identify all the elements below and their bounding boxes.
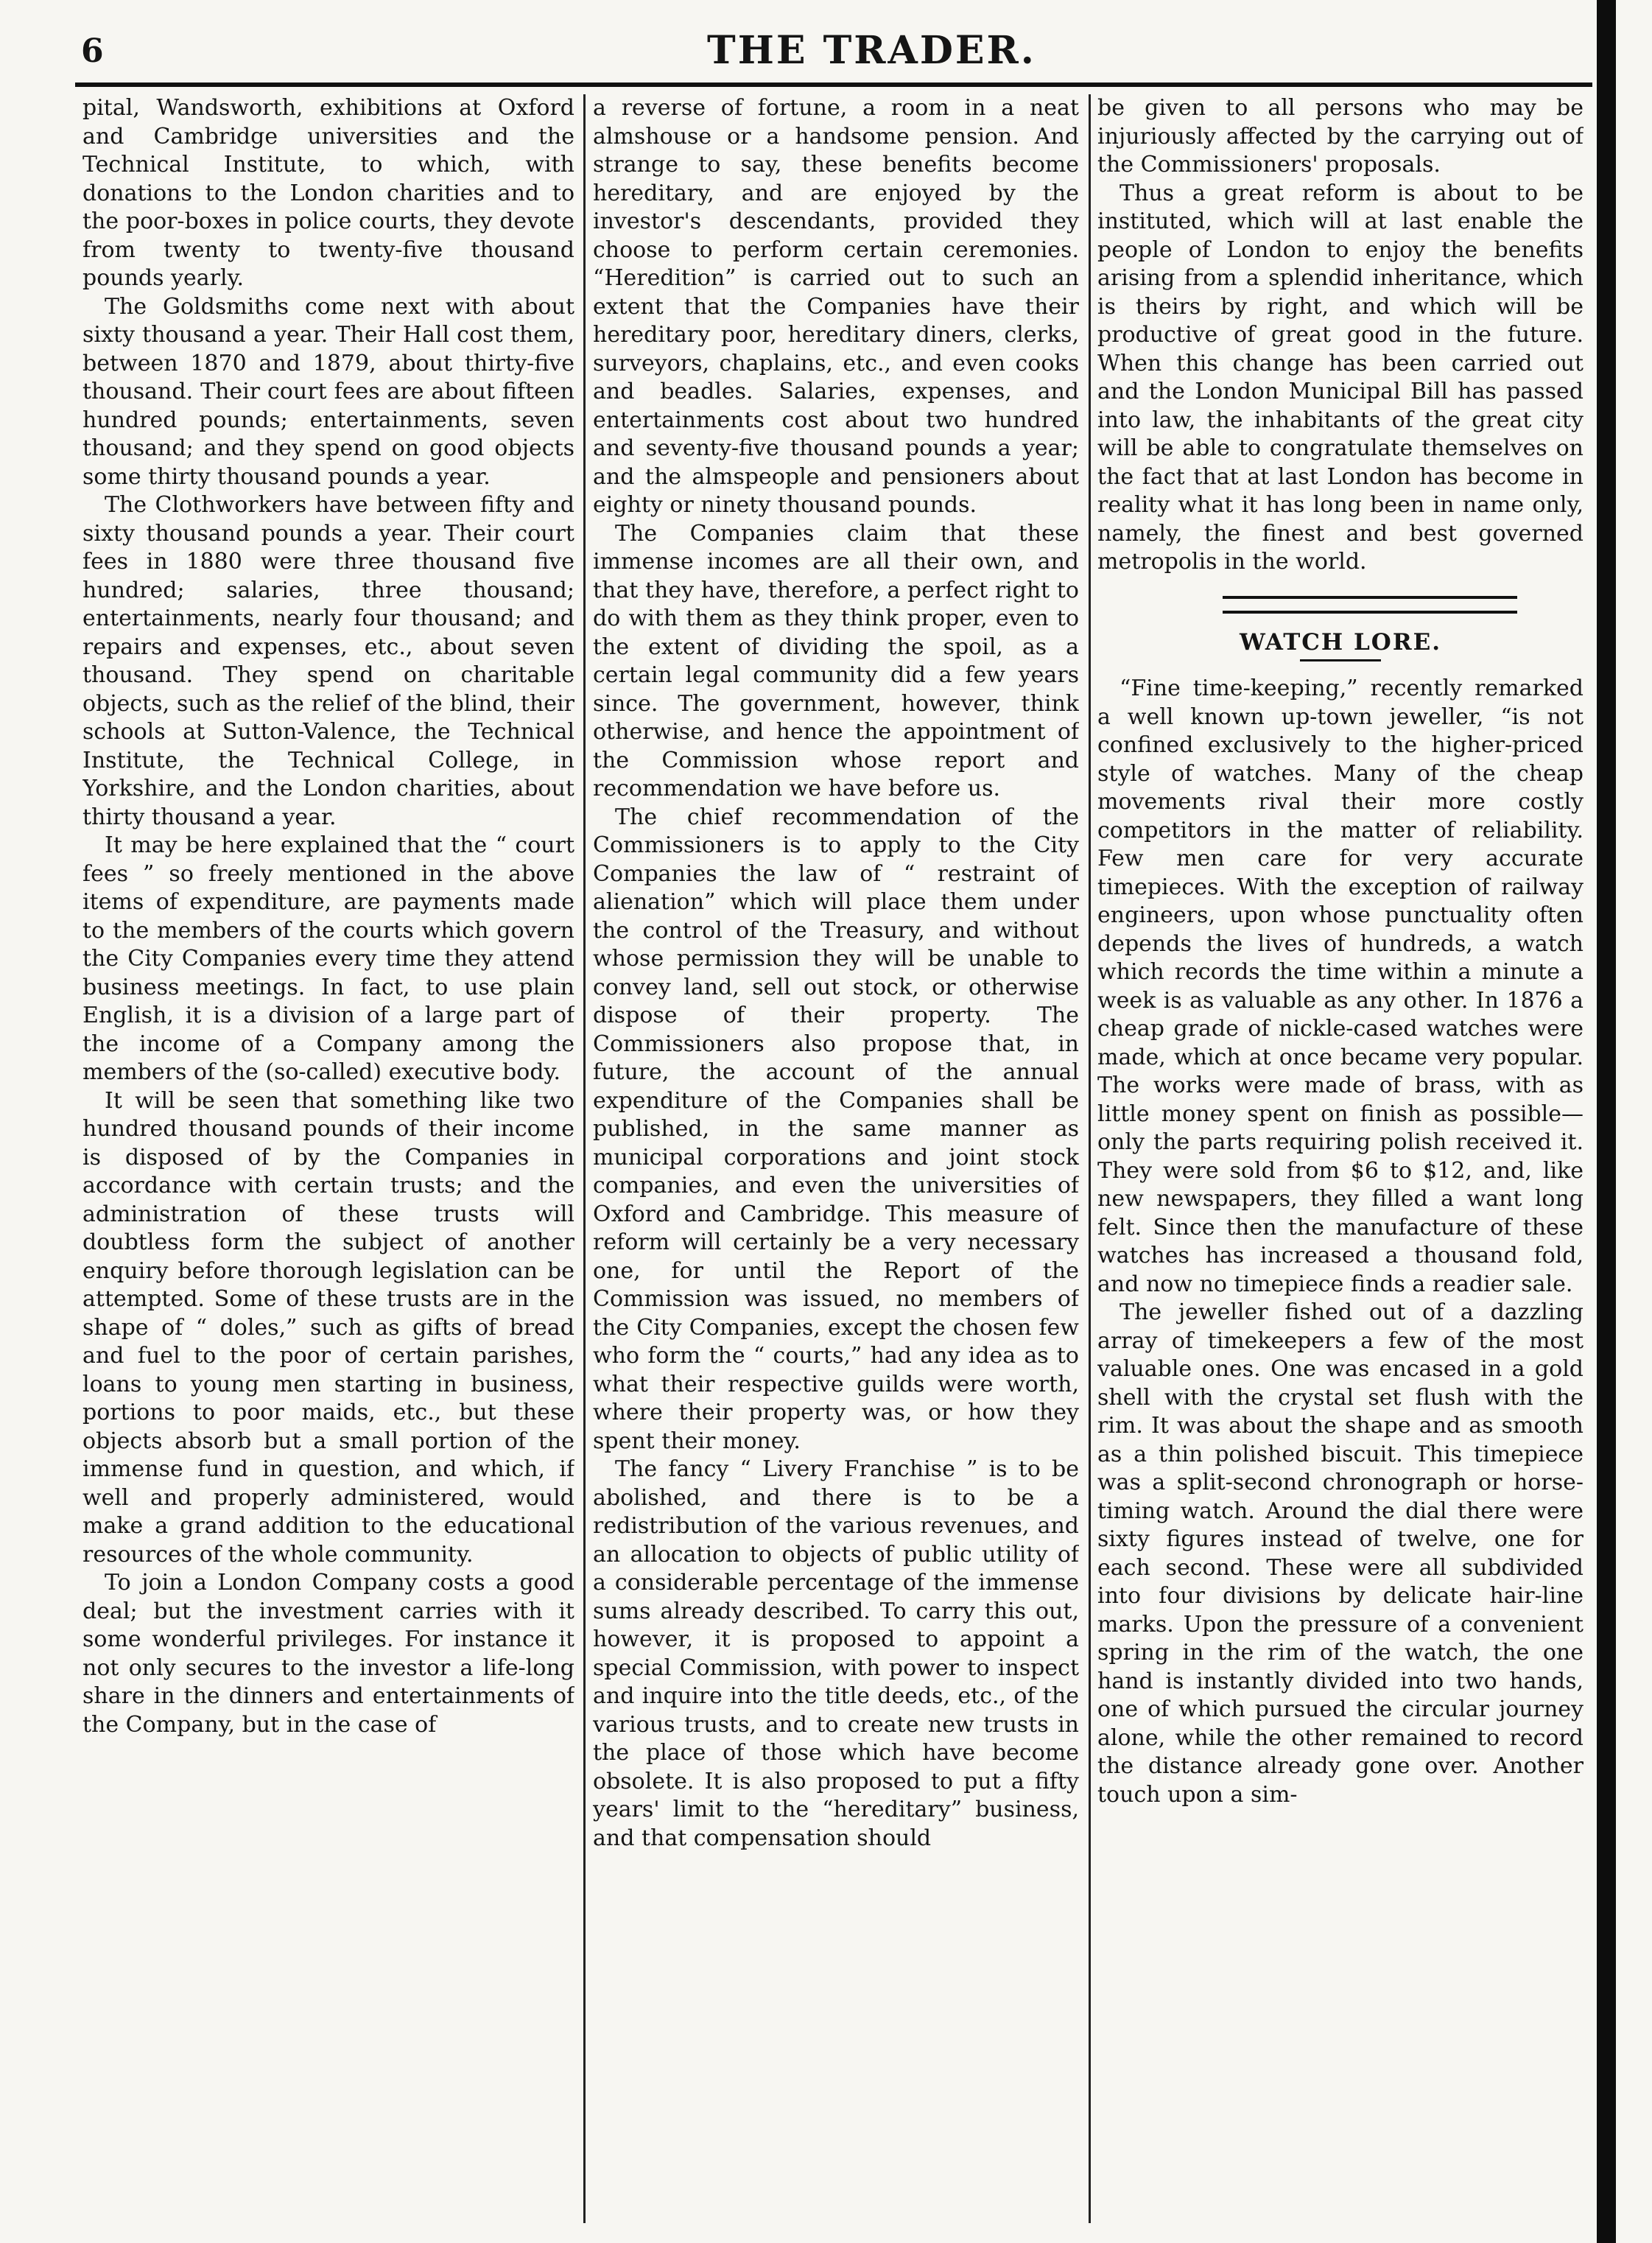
- paragraph: The Clothworkers have between fifty and sixty thousand pounds a year. Their court fees in 1880 were three thousand five hundred; salaries, three thousand; entertainments, nearly four thousand; and repairs and expenses, etc., about seven thousand. They spend on charitable objects, such as the relief of the blind, their schools at Sutton-Valence, the Technical Institute, the Technical College, in Yorkshire, and the London charities, about thirty thousand a year.: [82, 492, 574, 830]
- newspaper-title: THE TRADER.: [707, 28, 1036, 73]
- paragraph: Thus a great reform is about to be instituted, which will at last enable the people of London to enjoy the benefits arising from a splendid inheritance, which is theirs by right, and which will be productive of great good in the future. When this change has been carried out and the London Municipal Bill has passed into law, the inhabitants of the great city will be able to congratulate themselves on the fact that at last London has become in reality what it has long been in name only, namely, the finest and best governed metropolis in the world.: [1097, 180, 1584, 575]
- paragraph: It may be here explained that the “ court fees ” so freely mentioned in the above items of expenditure, are payments made to the members of the courts which govern the City Companies every time they attend business meetings. In fact, to use plain English, it is a division of a large part of the income of a Company among the members of the (so-called) executive body.: [82, 832, 574, 1085]
- paragraph: The chief recommendation of the Commissioners is to apply to the City Companies the law of “ restraint of alienation” which will place them under the control of the Treasury, and without whose permission they will be unable to convey land, sell out stock, or otherwise dispose of their property. The Commissioners also propose that, in future, the account of the annual expenditure of the Companies shall be published, in the same manner as municipal corporations and joint stock companies, and even the universities of Oxford and Cambridge. This measure of reform will certainly be a very necessary one, for until the Report of the Commission was issued, no members of the City Companies, except the chosen few who form the “ courts,” had any idea as to what their respective guilds were worth, where their property was, or how they spent their money.: [593, 804, 1079, 1454]
- paragraph: The Goldsmiths come next with about sixty thousand a year. Their Hall cost them, between 1870 and 1879, about thirty-five thousand. Their court fees are about fifteen hundred pounds; entertainments, seven thousand; and they spend on good objects some thirty thousand pounds a year.: [82, 293, 574, 490]
- column-2: [593, 94, 1079, 2230]
- paragraph: “Fine time-keeping,” recently remarked a well known up-town jeweller, “is not confined exclusively to the higher-priced style of watches. Many of the cheap movements rival their more costly competitors in the matter of reliability. Few men care for very accurate timepieces. With the exception of railway engineers, upon whose punctuality often depends the lives of hundreds, a watch which records the time within a minute a week is as valuable as any other. In 1876 a cheap grade of nickle-cased watches were made, which at once became very popular. The works were made of brass, with as little money spent on finish as possible—only the parts requiring polish received it. They were sold from $6 to $12, and, like new newspapers, they filled a want long felt. Since then the manufacture of these watches has increased a thousand fold, and now no timepiece finds a readier sale.: [1097, 675, 1584, 1297]
- paragraph: pital, Wandsworth, exhibitions at Oxford and Cambridge universities and the Technical Institute, to which, with donations to the London charities and to the poor-boxes in police courts, they devote from twenty to twenty-five thousand pounds yearly.: [82, 95, 574, 291]
- section-divider: [1223, 596, 1517, 614]
- column-divider: [583, 94, 586, 2223]
- paragraph: be given to all persons who may be injuriously affected by the carrying out of the Commissioners' proposals.: [1097, 95, 1584, 178]
- paragraph: The fancy “ Livery Franchise ” is to be abolished, and there is to be a redistribution of the various revenues, and an allocation to objects of public utility of a considerable percentage of the immense sums already described. To carry this out, however, it is proposed to appoint a special Commission, with power to inspect and inquire into the title deeds, etc., of the various trusts, and to create new trusts in the place of those which have become obsolete. It is also proposed to put a fifty years' limit to the “hereditary” business, and that compensation should: [593, 1456, 1079, 1851]
- paragraph: The jeweller fished out of a dazzling array of timekeepers a few of the most valuable ones. One was encased in a gold shell with the crystal set flush with the rim. It was about the shape and as smooth as a thin polished biscuit. This timepiece was a split-second chronograph or horse-timing watch. Around the dial there were sixty figures instead of twelve, one for each second. These were all subdivided into four divisions by delicate hair-line marks. Upon the pressure of a convenient spring in the rim of the watch, the one hand is instantly divided into two hands, one of which pursued the circular journey alone, while the other remained to record the distance already gone over. Another touch upon a sim-: [1097, 1299, 1584, 1808]
- page-edge-bar: [1597, 0, 1616, 2243]
- header-rule: [75, 83, 1592, 87]
- column-3: [1097, 94, 1584, 2230]
- column-divider: [1089, 94, 1091, 2223]
- paragraph: It will be seen that something like two hundred thousand pounds of their income is disposed of by the Companies in accordance with certain trusts; and the administration of these trusts will doubtless form the subject of another enquiry before thorough legislation can be attempted. Some of these trusts are in the shape of “ doles,” such as gifts of bread and fuel to the poor of certain parishes, loans to young men starting in business, portions to poor maids, etc., but these objects absorb but a small portion of the immense fund in question, and which, if well and properly administered, would make a grand addition to the educational resources of the whole community.: [82, 1087, 574, 1568]
- column-1: [82, 94, 574, 2230]
- paragraph: a reverse of fortune, a room in a neat almshouse or a handsome pension. And strange to say, these benefits become hereditary, and are enjoyed by the investor's descendants, provided they choose to perform certain ceremonies. “Heredition” is carried out to such an extent that the Companies have their hereditary poor, hereditary diners, clerks, surveyors, chaplains, etc., and even cooks and beadles. Salaries, expenses, and entertainments cost about two hundred and seventy-five thousand pounds a year; and the almspeople and pensioners about eighty or ninety thousand pounds.: [593, 95, 1079, 518]
- section-heading: WATCH LORE.: [1240, 628, 1441, 656]
- heading-underline: [1300, 659, 1381, 661]
- page-header: [0, 0, 1652, 81]
- page-number: 6: [81, 32, 104, 70]
- paragraph: To join a London Company costs a good deal; but the investment carries with it some wonderful privileges. For instance it not only secures to the investor a life-long share in the dinners and entertainments of the Company, but in the case of: [82, 1570, 574, 1738]
- paragraph: The Companies claim that these immense incomes are all their own, and that they have, therefore, a perfect right to do with them as they think proper, even to the extent of dividing the spoil, as a certain legal community did a few years since. The government, however, think otherwise, and hence the appointment of the Commission whose report and recommendation we have before us.: [593, 520, 1079, 801]
